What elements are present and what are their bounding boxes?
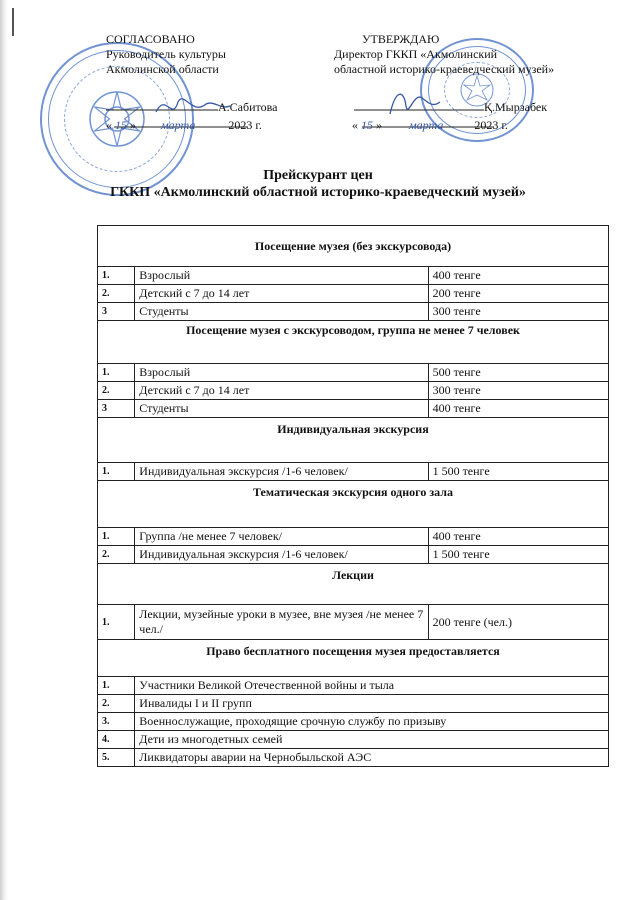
row-number: 1. xyxy=(98,528,135,546)
row-number: 2. xyxy=(98,695,135,713)
row-price: 1 500 тенге xyxy=(428,463,608,481)
row-number: 1. xyxy=(98,364,135,382)
row-name: Студенты xyxy=(135,400,428,418)
row-number: 1. xyxy=(98,463,135,481)
row-number: 1. xyxy=(98,267,135,285)
section-heading: Лекции xyxy=(98,564,609,605)
row-name: Дети из многодетных семей xyxy=(135,731,609,749)
date-close-quote: » xyxy=(376,118,382,132)
row-price: 400 тенге xyxy=(428,528,608,546)
row-number: 5. xyxy=(98,749,135,767)
table-row xyxy=(98,713,609,731)
approval-right-signatory: Қ.Мырзабек xyxy=(484,100,548,114)
approval-left-date-day: 15 xyxy=(115,118,127,132)
document-subtitle: ГККП «Акмолинский областной историко-краеведческий музей» xyxy=(110,185,526,200)
table-row xyxy=(98,677,609,695)
approval-right-title: УТВЕРЖДАЮ xyxy=(362,32,440,46)
approval-left xyxy=(106,32,336,77)
row-name: Индивидуальная экскурсия /1-6 человек/ xyxy=(135,546,428,564)
approval-left-date-month: марта xyxy=(161,118,196,132)
table-row xyxy=(98,731,609,749)
row-name: Индивидуальная экскурсия /1-6 человек/ xyxy=(135,463,428,481)
approval-left-date-year: 2023 г. xyxy=(228,118,262,132)
scan-edge xyxy=(0,0,8,900)
price-table xyxy=(97,225,609,767)
row-name: Лекции, музейные уроки в музее, вне музея /не менее 7 чел./ xyxy=(135,605,428,640)
row-name: Студенты xyxy=(135,303,428,321)
row-number: 4. xyxy=(98,731,135,749)
table-row xyxy=(98,382,609,400)
row-name: Военнослужащие, проходящие срочную службу по призыву xyxy=(135,713,609,731)
approval-right-date-year: 2023 г. xyxy=(474,118,508,132)
section-heading-row xyxy=(98,640,609,677)
row-number: 3 xyxy=(98,303,135,321)
table-row xyxy=(98,400,609,418)
row-number: 3. xyxy=(98,713,135,731)
document-title: Прейскурант цен xyxy=(263,168,373,183)
row-number: 2. xyxy=(98,382,135,400)
row-number: 3 xyxy=(98,400,135,418)
row-name: Ликвидаторы аварии на Чернобыльской АЭС xyxy=(135,749,609,767)
row-price: 200 тенге (чел.) xyxy=(428,605,608,640)
approval-right xyxy=(334,32,604,77)
approval-right-date-month: марта xyxy=(409,118,444,132)
section-heading-row xyxy=(98,481,609,528)
section-heading: Индивидуальная экскурсия xyxy=(98,418,609,463)
row-name: Взрослый xyxy=(135,267,428,285)
section-heading: Тематическая экскурсия одного зала xyxy=(98,481,609,528)
approval-left-line2: Акмолинской области xyxy=(106,62,219,76)
row-name: Детский с 7 до 14 лет xyxy=(135,285,428,303)
table-row xyxy=(98,528,609,546)
row-price: 300 тенге xyxy=(428,382,608,400)
table-row xyxy=(98,749,609,767)
approval-right-line2: областной историко-краеведческий музей» xyxy=(334,62,555,76)
section-heading-row xyxy=(98,418,609,463)
row-number: 1. xyxy=(98,677,135,695)
row-name: Группа /не менее 7 человек/ xyxy=(135,528,428,546)
row-price: 1 500 тенге xyxy=(428,546,608,564)
table-row xyxy=(98,605,609,640)
row-number: 1. xyxy=(98,605,135,640)
section-heading: Посещение музея (без экскурсовода) xyxy=(98,226,609,267)
approval-right-date-day: 15 xyxy=(361,118,373,132)
table-row xyxy=(98,303,609,321)
approval-left-signatory: А.Сабитова xyxy=(218,100,278,114)
date-close-quote: » xyxy=(130,118,136,132)
row-price: 200 тенге xyxy=(428,285,608,303)
date-open-quote: « xyxy=(106,118,112,132)
row-number: 2. xyxy=(98,546,135,564)
row-price: 500 тенге xyxy=(428,364,608,382)
approval-right-date xyxy=(352,118,508,133)
approval-left-title: СОГЛАСОВАНО xyxy=(106,32,195,46)
row-name: Взрослый xyxy=(135,364,428,382)
row-price: 400 тенге xyxy=(428,400,608,418)
section-heading-row xyxy=(98,321,609,364)
table-row xyxy=(98,285,609,303)
table-row xyxy=(98,364,609,382)
table-row xyxy=(98,695,609,713)
section-heading-row xyxy=(98,564,609,605)
table-row xyxy=(98,546,609,564)
table-row xyxy=(98,267,609,285)
section-heading: Право бесплатного посещения музея предоставляется xyxy=(98,640,609,677)
approval-right-line1: Директор ГККП «Акмолинский xyxy=(334,47,498,61)
approval-left-line1: Руководитель культуры xyxy=(106,47,226,61)
approval-left-date xyxy=(106,118,262,133)
scan-mark xyxy=(12,8,14,36)
row-name: Участники Великой Отечественной войны и тыла xyxy=(135,677,609,695)
table-row xyxy=(98,463,609,481)
row-price: 400 тенге xyxy=(428,267,608,285)
section-heading: Посещение музея с экскурсоводом, группа не менее 7 человек xyxy=(98,321,609,364)
row-name: Инвалиды I и II групп xyxy=(135,695,609,713)
row-price: 300 тенге xyxy=(428,303,608,321)
section-heading-row xyxy=(98,226,609,267)
date-open-quote: « xyxy=(352,118,358,132)
row-name: Детский с 7 до 14 лет xyxy=(135,382,428,400)
row-number: 2. xyxy=(98,285,135,303)
